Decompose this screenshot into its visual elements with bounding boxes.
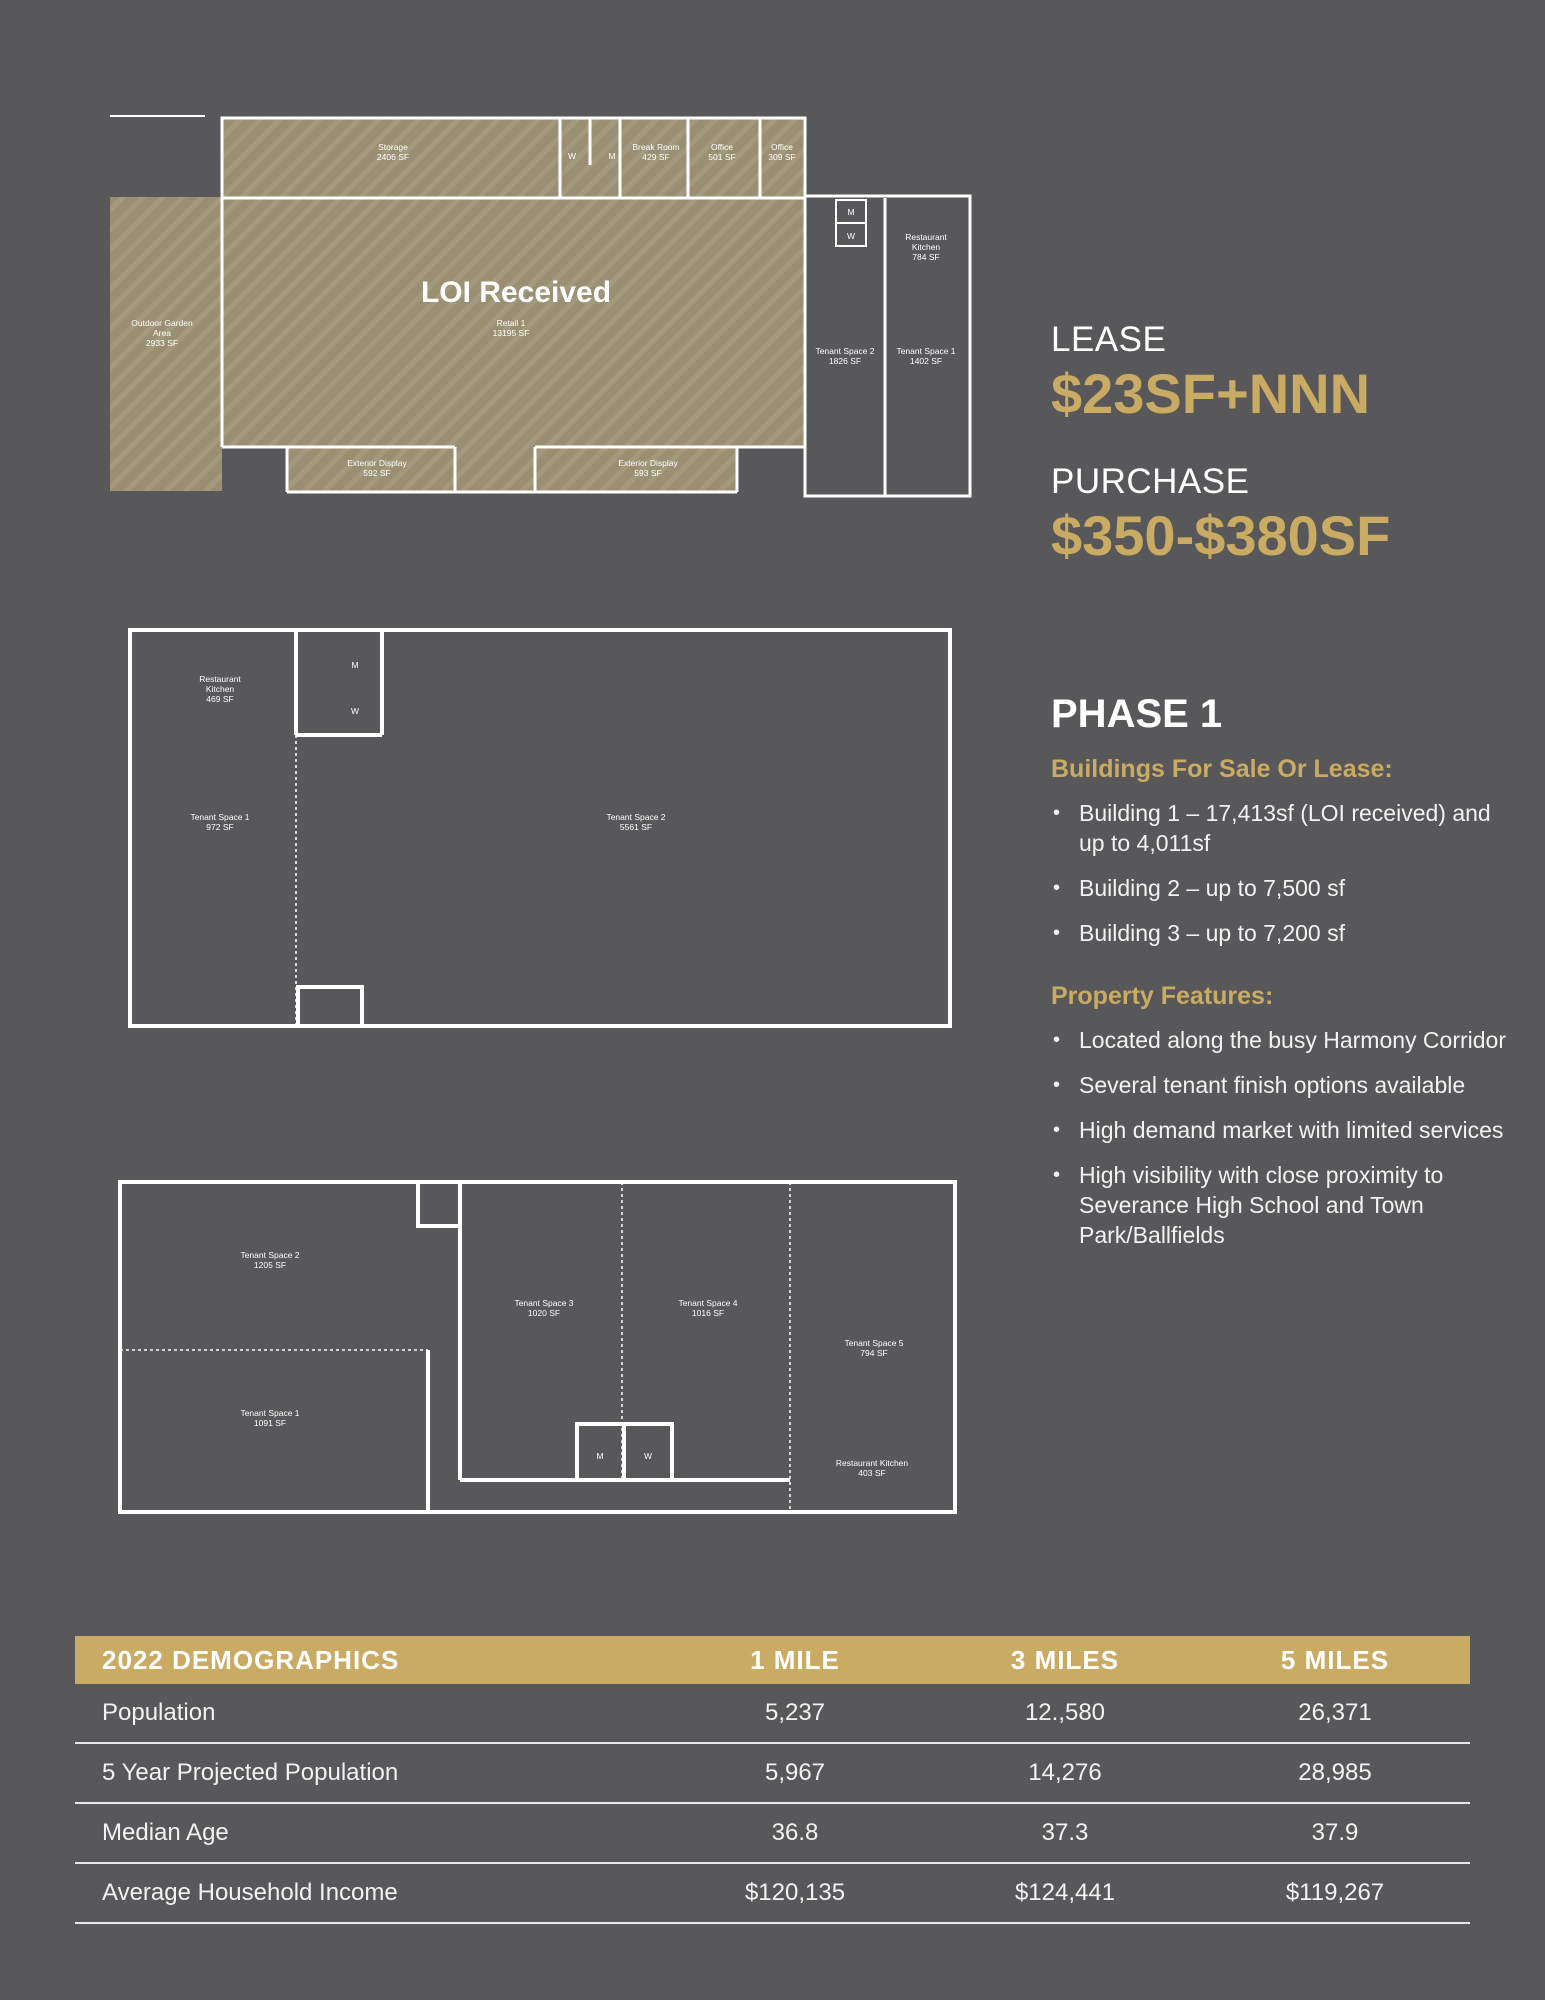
table-cell: 28,985 bbox=[1200, 1743, 1470, 1803]
table-cell: 14,276 bbox=[930, 1743, 1200, 1803]
table-cell: $119,267 bbox=[1200, 1863, 1470, 1923]
room-label: Retail 1 13195 SF bbox=[492, 318, 530, 338]
table-row bbox=[75, 1863, 1470, 1923]
table-cell: 5,237 bbox=[660, 1684, 930, 1743]
table-cell: 12.,580 bbox=[930, 1684, 1200, 1743]
purchase-label: PURCHASE bbox=[1051, 462, 1250, 501]
list-item: • High visibility with close proximity to Severance High School and Town Park/Ballfields bbox=[1051, 1160, 1521, 1250]
restroom-w-label: W bbox=[643, 1451, 653, 1461]
list-item: • Located along the busy Harmony Corridor bbox=[1051, 1025, 1521, 1055]
features-heading: Property Features: bbox=[1051, 982, 1274, 1010]
table-header: 2022 DEMOGRAPHICS bbox=[75, 1636, 660, 1684]
room-label: Exterior Display 593 SF bbox=[618, 458, 678, 478]
restroom-w-label: W bbox=[846, 231, 856, 241]
table-cell: 26,371 bbox=[1200, 1684, 1470, 1743]
room-label: Office 309 SF bbox=[768, 142, 796, 162]
building-3-room-labels bbox=[240, 1250, 908, 1478]
purchase-price: $350-$380SF bbox=[1051, 504, 1391, 567]
room-label: Restaurant Kitchen 784 SF bbox=[905, 232, 947, 262]
table-cell: 5 Year Projected Population bbox=[75, 1743, 660, 1803]
restroom-m-label: M bbox=[608, 151, 616, 161]
building-2-restroom-labels bbox=[351, 660, 359, 716]
building-2-walls bbox=[130, 630, 950, 1026]
restroom-m-label: M bbox=[847, 207, 855, 217]
room-label: Tenant Space 4 1016 SF bbox=[678, 1298, 738, 1318]
room-label: Tenant Space 1 972 SF bbox=[190, 812, 250, 832]
table-cell: 37.3 bbox=[930, 1803, 1200, 1863]
table-header: 1 MILE bbox=[660, 1636, 930, 1684]
lease-label: LEASE bbox=[1051, 320, 1167, 359]
room-label: Restaurant Kitchen 403 SF bbox=[835, 1458, 909, 1478]
room-label: Restaurant Kitchen 469 SF bbox=[199, 674, 241, 704]
buildings-list bbox=[1051, 798, 1521, 948]
building-3-walls bbox=[120, 1182, 955, 1512]
pricing-block bbox=[1051, 320, 1521, 567]
room-label: Tenant Space 2 1826 SF bbox=[815, 346, 875, 366]
list-item: • High demand market with limited services bbox=[1051, 1115, 1521, 1145]
demographics-table bbox=[75, 1636, 1470, 1924]
table-cell: 37.9 bbox=[1200, 1803, 1470, 1863]
restroom-w-label: W bbox=[350, 706, 360, 716]
room-label: Tenant Space 1 1091 SF bbox=[240, 1408, 300, 1428]
building-3-floor-plan bbox=[0, 1150, 1000, 1550]
table-header: 3 MILES bbox=[930, 1636, 1200, 1684]
phase-1-section bbox=[1051, 692, 1521, 1265]
room-label: Tenant Space 2 5561 SF bbox=[606, 812, 666, 832]
list-item: • Building 1 – 17,413sf (LOI received) and up to 4,011sf bbox=[1051, 798, 1521, 858]
table-row bbox=[75, 1803, 1470, 1863]
room-label: Exterior Display 592 SF bbox=[347, 458, 407, 478]
table-row bbox=[75, 1684, 1470, 1743]
table-cell: Median Age bbox=[75, 1803, 660, 1863]
room-label: Storage 2406 SF bbox=[376, 142, 410, 162]
table-cell: Population bbox=[75, 1684, 660, 1743]
building-1-floor-plan bbox=[0, 0, 1000, 520]
restroom-w-label: W bbox=[567, 151, 577, 161]
table-cell: Average Household Income bbox=[75, 1863, 660, 1923]
room-label: Tenant Space 5 794 SF bbox=[844, 1338, 904, 1358]
table-cell: 5,967 bbox=[660, 1743, 930, 1803]
table-header: 5 MILES bbox=[1200, 1636, 1470, 1684]
room-label: Outdoor Garden Area 2933 SF bbox=[131, 318, 193, 348]
list-item: • Several tenant finish options available bbox=[1051, 1070, 1521, 1100]
table-header-row bbox=[75, 1636, 1470, 1684]
buildings-heading: Buildings For Sale Or Lease: bbox=[1051, 755, 1393, 783]
building-2-floor-plan bbox=[0, 600, 1000, 1050]
list-item: • Building 3 – up to 7,200 sf bbox=[1051, 918, 1521, 948]
building-2-room-labels bbox=[190, 674, 665, 832]
list-item: • Building 2 – up to 7,500 sf bbox=[1051, 873, 1521, 903]
table-cell: $124,441 bbox=[930, 1863, 1200, 1923]
room-label: Office 501 SF bbox=[708, 142, 736, 162]
table-row bbox=[75, 1743, 1470, 1803]
room-label: Tenant Space 1 1402 SF bbox=[896, 346, 956, 366]
lease-price: $23SF+NNN bbox=[1051, 362, 1371, 425]
table-cell: 36.8 bbox=[660, 1803, 930, 1863]
table-cell: $120,135 bbox=[660, 1863, 930, 1923]
room-label: Tenant Space 3 1020 SF bbox=[514, 1298, 574, 1318]
restroom-m-label: M bbox=[351, 660, 359, 670]
loi-received-overlay: LOI Received bbox=[420, 276, 612, 309]
restroom-m-label: M bbox=[596, 1451, 604, 1461]
room-label: Tenant Space 2 1205 SF bbox=[240, 1250, 300, 1270]
features-list bbox=[1051, 1025, 1521, 1250]
phase-title: PHASE 1 bbox=[1051, 692, 1223, 736]
room-label: Break Room 429 SF bbox=[632, 142, 680, 162]
